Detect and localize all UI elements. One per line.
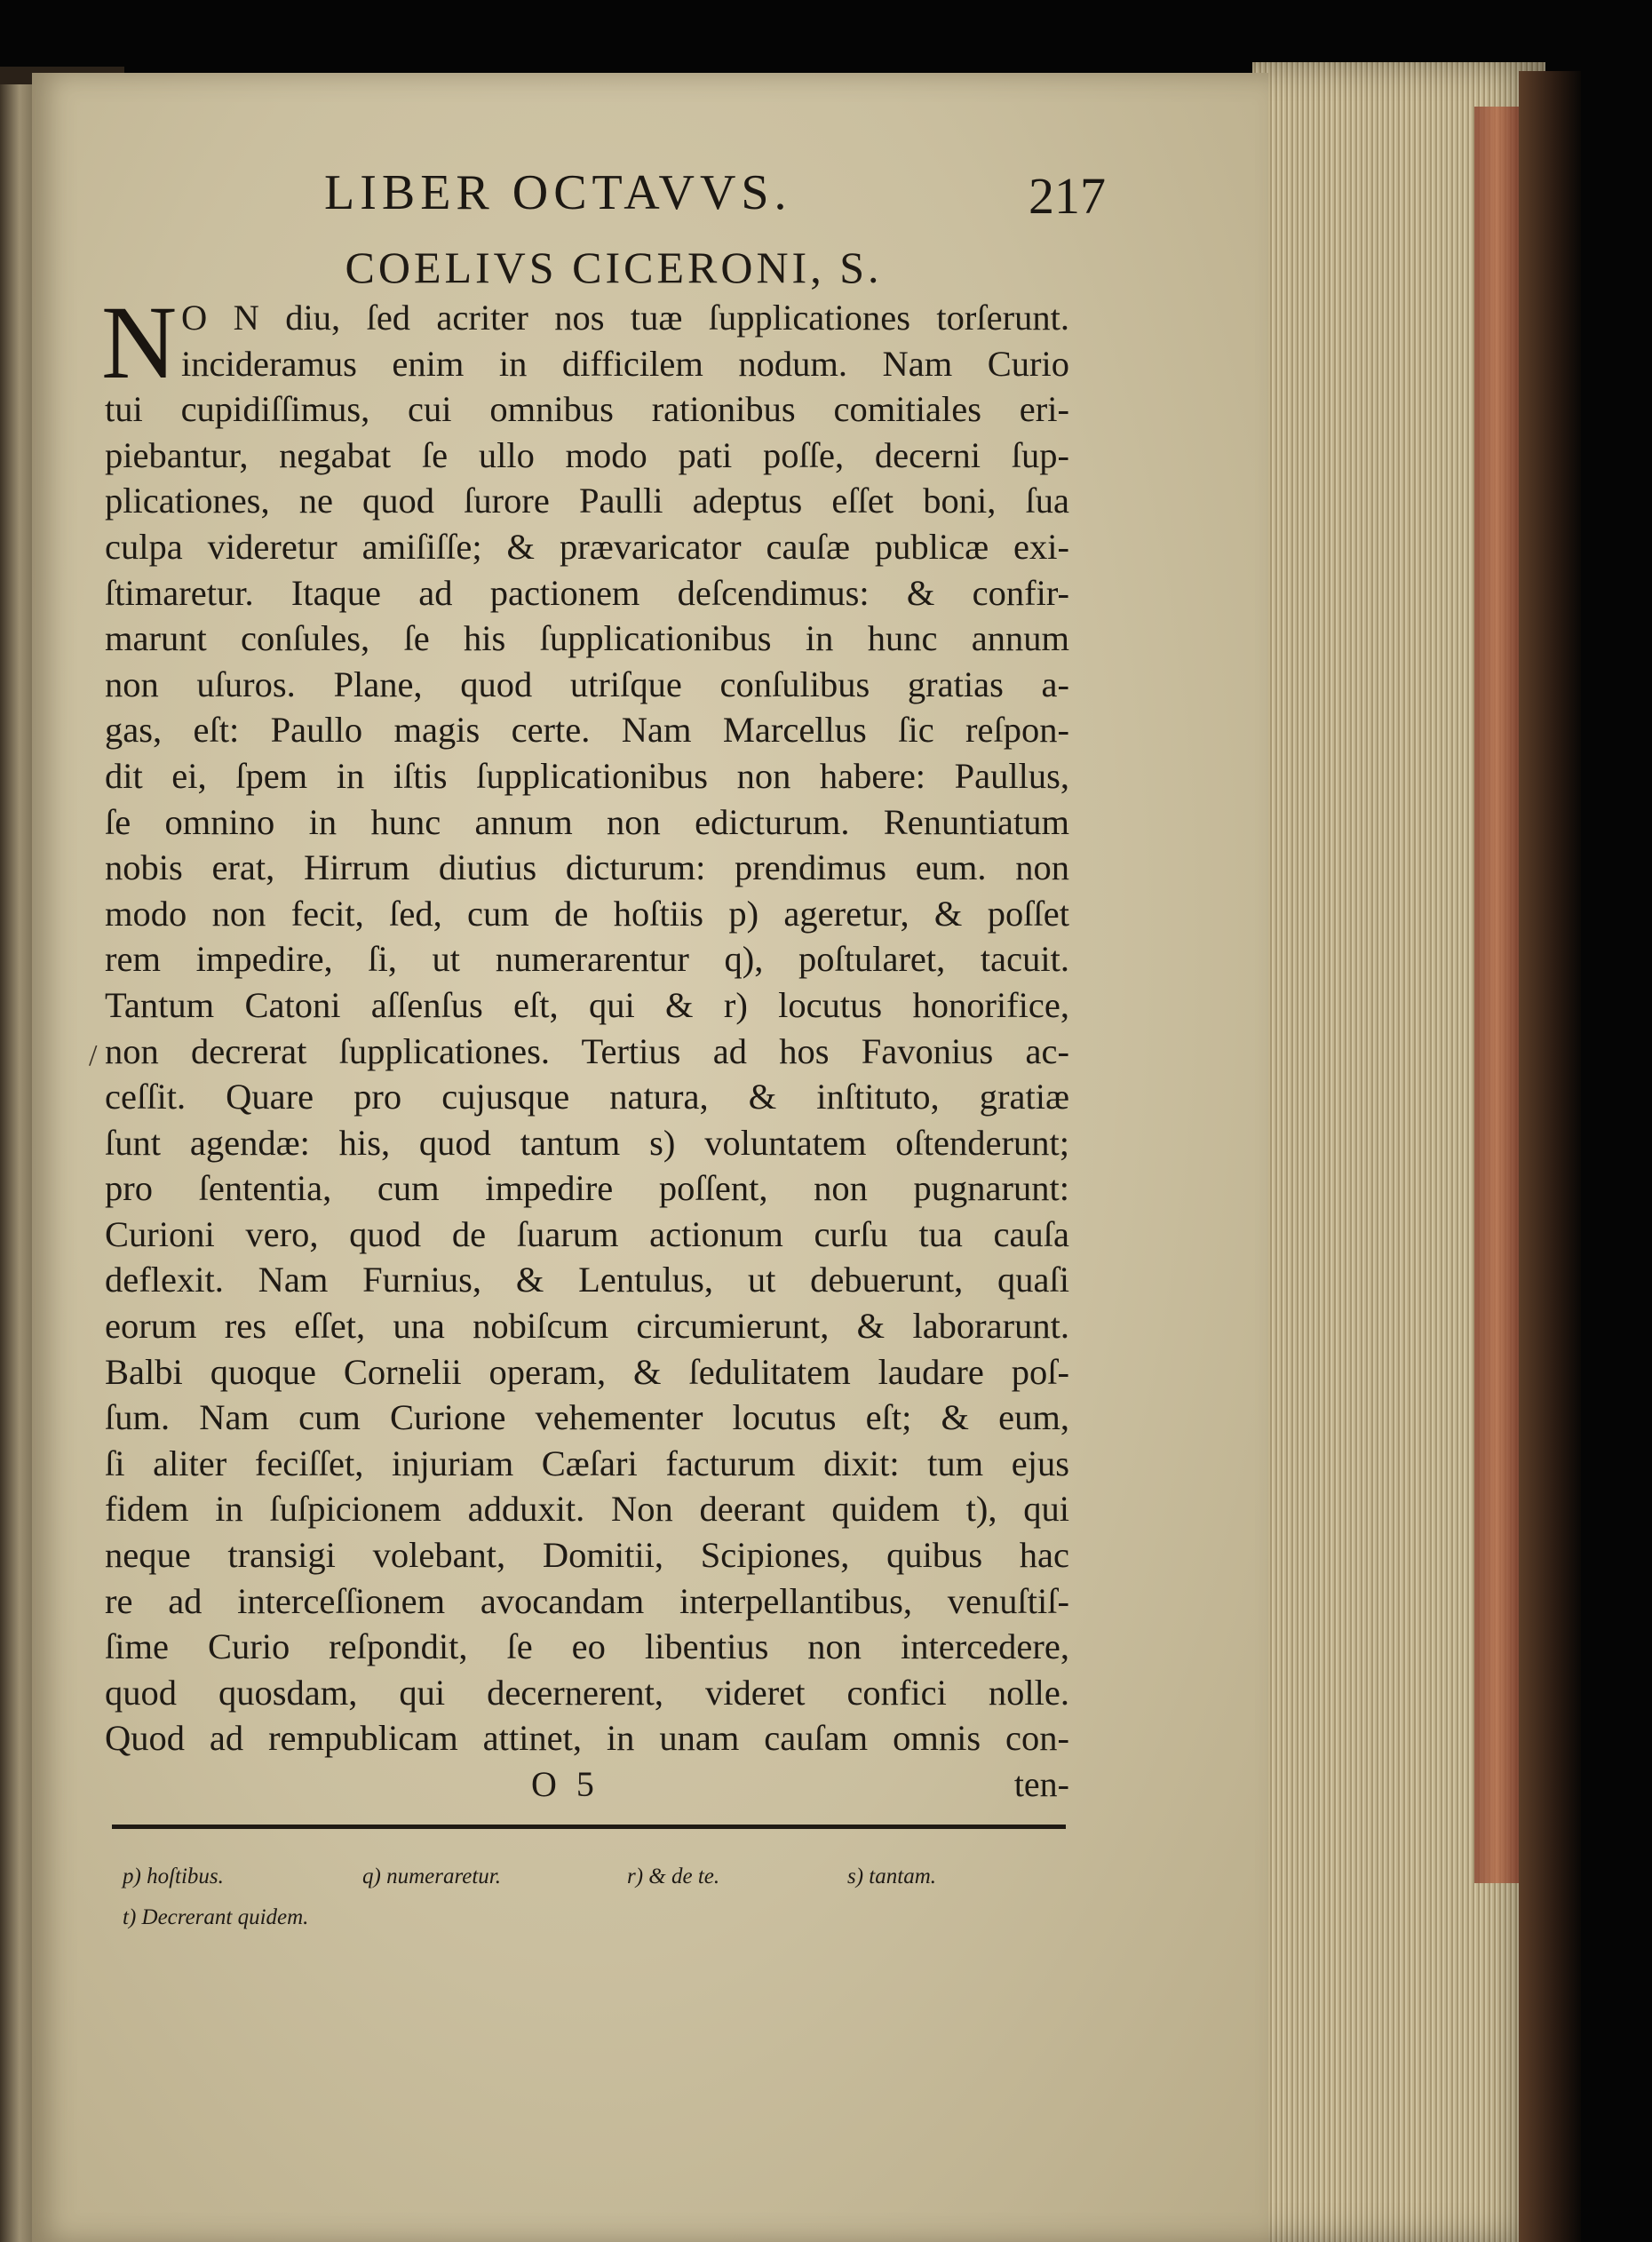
text-line: ſi aliter feciſſet, injuriam Cæſari facturum dixit: tum ejus xyxy=(105,1443,1069,1483)
page-header xyxy=(324,164,1106,227)
previous-page-edge xyxy=(0,84,36,2242)
running-head: LIBER OCTAVVS. xyxy=(324,165,792,220)
footnote-q: q) numeraretur. xyxy=(362,1864,502,1888)
text-line: Quod ad rempublicam attinet, in unam cauſam omnis con- xyxy=(105,1718,1069,1759)
margin-mark: / xyxy=(89,1039,98,1072)
book-page xyxy=(32,73,1268,2242)
text-line: dit ei, ſpem in iſtis ſupplicationibus non habere: Paullus, xyxy=(105,755,1069,796)
text-line: neque transigi volebant, Domitii, Scipiones, quibus hac xyxy=(105,1535,1069,1576)
text-line: pro ſententia, cum impedire poſſent, non pugnarunt: xyxy=(105,1168,1069,1209)
text-line: ſime Curio reſpondit, ſe eo libentius non intercedere, xyxy=(105,1626,1069,1667)
text-line: non uſuros. Plane, quod utriſque conſulibus gratias a- xyxy=(105,664,1069,704)
signature-mark: O 5 xyxy=(531,1764,600,1804)
letter-body xyxy=(101,284,1069,1761)
drop-cap: N xyxy=(101,284,178,401)
fore-edge-red-edging xyxy=(1474,107,1519,1883)
text-line: non decrerat ſupplicationes. Tertius ad hos Favonius ac- xyxy=(105,1030,1069,1071)
text-line: piebantur, negabat ſe ullo modo pati poſſe, decerni ſup- xyxy=(105,434,1069,475)
text-line: modo non fecit, ſed, cum de hoſtiis p) ageretur, & poſſet xyxy=(105,893,1069,934)
footnote-row xyxy=(123,1856,1064,1897)
catchword: ten- xyxy=(1013,1764,1069,1804)
text-line: Curioni vero, quod de ſuarum actionum curſu tua cauſa xyxy=(105,1213,1069,1254)
footnote-row xyxy=(123,1897,1064,1938)
text-line: nobis erat, Hirrum diutius dicturum: prendimus eum. non xyxy=(105,847,1069,888)
text-line: plicationes, ne quod ſurore Paulli adeptus eſſet boni, ſua xyxy=(105,481,1069,521)
text-line: Balbi quoque Cornelii operam, & ſedulitatem laudare poſ- xyxy=(105,1351,1069,1392)
book-cover-edge xyxy=(1519,71,1581,2242)
catch-line xyxy=(105,1763,1069,1812)
text-line: rem impedire, ſi, ut numerarentur q), poſtularet, tacuit. xyxy=(105,939,1069,980)
text-line: O N diu, ſed acriter nos tuæ ſupplicationes torſerunt. xyxy=(181,298,1069,338)
text-line: Tantum Catoni aſſenſus eſt, qui & r) locutus honorifice, xyxy=(105,984,1069,1025)
letter-text-block xyxy=(101,240,1069,1812)
footnote-p: p) hoſtibus. xyxy=(123,1864,224,1888)
text-line: marunt conſules, ſe his ſupplicationibus in hunc annum xyxy=(105,618,1069,659)
footnotes xyxy=(123,1856,1064,1938)
text-line: incideramus enim in difficilem nodum. Nam Curio xyxy=(181,343,1069,384)
text-line: ſunt agendæ: his, quod tantum s) voluntatem oſtenderunt; xyxy=(105,1122,1069,1163)
text-line: ſtimaretur. Itaque ad pactionem deſcendimus: & confir- xyxy=(105,572,1069,613)
text-line: quod quosdam, qui decernerent, videret confici nolle. xyxy=(105,1672,1069,1713)
letter-heading: COELIVS CICERONI, S. xyxy=(345,242,883,292)
text-line: ſum. Nam cum Curione vehementer locutus eſt; & eum, xyxy=(105,1397,1069,1438)
text-line: ſe omnino in hunc annum non edicturum. Renuntiatum xyxy=(105,801,1069,842)
page-number: 217 xyxy=(1029,167,1106,225)
text-line: re ad interceſſionem avocandam interpellantibus, venuſtiſ- xyxy=(105,1580,1069,1621)
footnote-rule xyxy=(112,1825,1066,1829)
text-line: tui cupidiſſimus, cui omnibus rationibus comitiales eri- xyxy=(105,389,1069,430)
text-line: eorum res eſſet, una nobiſcum circumierunt, & laborarunt. xyxy=(105,1306,1069,1347)
footnote-t: t) Decrerant quidem. xyxy=(123,1905,309,1929)
text-line: ceſſit. Quare pro cujusque natura, & inſtituto, gratiæ xyxy=(105,1077,1069,1117)
text-line: deflexit. Nam Furnius, & Lentulus, ut debuerunt, quaſi xyxy=(105,1260,1069,1300)
text-line: fidem in ſuſpicionem adduxit. Non deerant quidem t), qui xyxy=(105,1489,1069,1530)
text-line: gas, eſt: Paullo magis certe. Nam Marcellus ſic reſpon- xyxy=(105,710,1069,751)
text-line: culpa videretur amiſiſſe; & prævaricator cauſæ publicæ exi- xyxy=(105,526,1069,567)
footnote-r: r) & de te. xyxy=(627,1864,720,1888)
footnote-s: s) tantam. xyxy=(847,1864,936,1888)
